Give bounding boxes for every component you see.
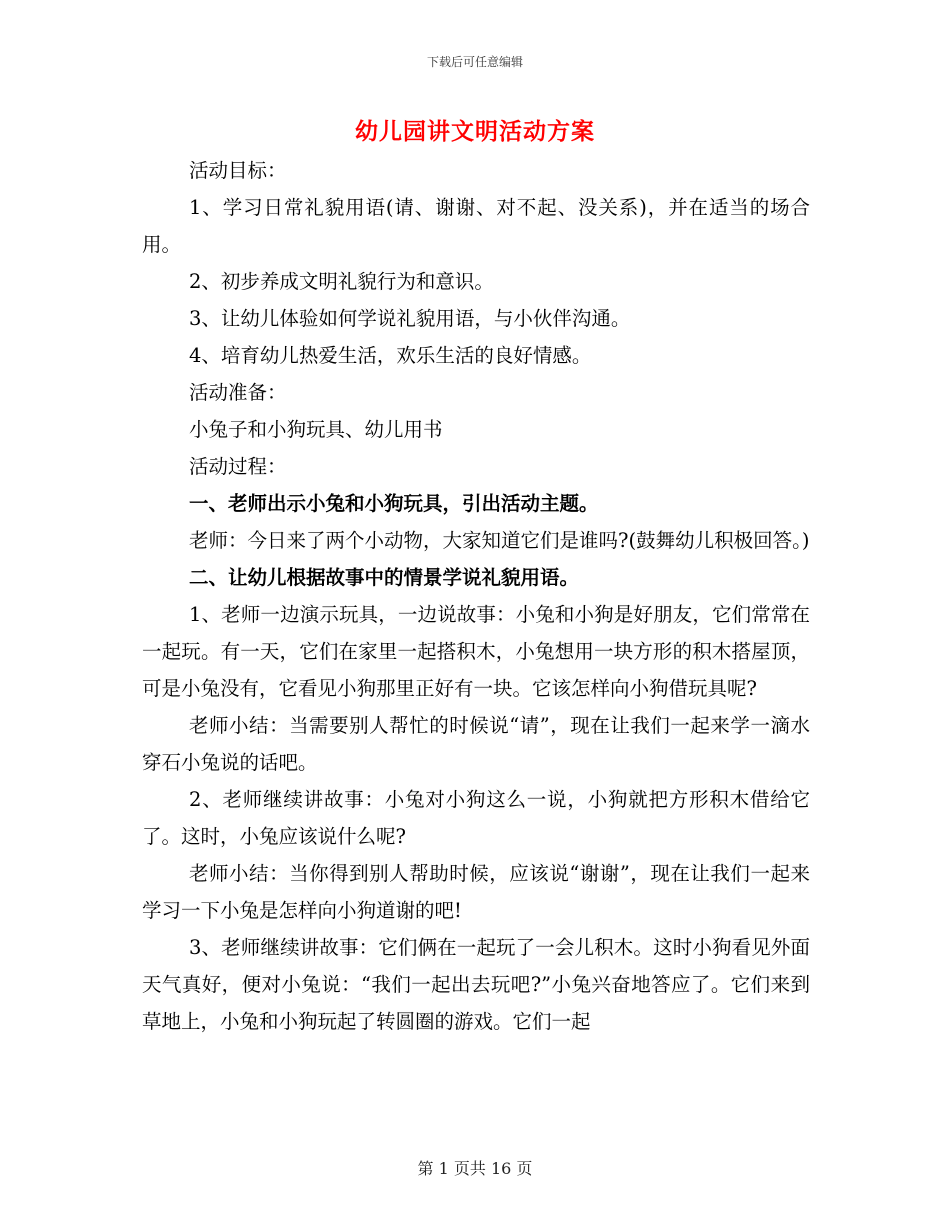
paragraph: 小兔子和小狗玩具、幼儿用书	[189, 418, 443, 441]
paragraph: 1、学习日常礼貌用语(请、谢谢、对不起、没关系)，并在适当的场合用。	[142, 196, 810, 256]
page-header: 下载后可任意编辑	[426, 55, 523, 69]
section-heading: 一、老师出示小兔和小狗玩具，引出活动主题。	[189, 492, 599, 515]
page-footer: 第 1 页共 16 页	[417, 1159, 533, 1178]
paragraph: 活动过程：	[189, 455, 287, 478]
paragraph: 4、培育幼儿热爱生活，欢乐生活的良好情感。	[189, 344, 592, 367]
paragraph: 老师小结：当你得到别人帮助时候，应该说“谢谢”，现在让我们一起来学习一下小兔是怎样向小狗道谢的吧!	[142, 862, 810, 922]
section-heading: 二、让幼儿根据故事中的情景学说礼貌用语。	[189, 566, 580, 589]
paragraph: 3、让幼儿体验如何学说礼貌用语，与小伙伴沟通。	[189, 307, 631, 330]
paragraph: 1、老师一边演示玩具，一边说故事：小兔和小狗是好朋友，它们常常在一起玩。有一天，它们在家里一起搭积木，小兔想用一块方形的积木搭屋顶，可是小兔没有，它看见小狗那里正好有一块。它该怎样向小狗借玩具呢?	[142, 603, 810, 700]
paragraph: 3、老师继续讲故事：它们俩在一起玩了一会儿积木。这时小狗看见外面天气真好，便对小兔说：“我们一起出去玩吧?”小兔兴奋地答应了。它们来到草地上，小兔和小狗玩起了转圆圈的游戏。它们一起	[142, 936, 810, 1033]
document-title: 幼儿园讲文明活动方案	[355, 118, 595, 145]
paragraph: 活动目标：	[189, 159, 287, 182]
paragraph: 2、老师继续讲故事：小兔对小狗这么一说，小狗就把方形积木借给它了。这时，小兔应该说什么呢?	[142, 788, 810, 848]
paragraph: 老师：今日来了两个小动物，大家知道它们是谁吗?(鼓舞幼儿积极回答。)	[189, 529, 810, 552]
paragraph: 老师小结：当需要别人帮忙的时候说“请”，现在让我们一起来学一滴水穿石小兔说的话吧。	[142, 714, 810, 774]
document-body	[142, 152, 810, 1040]
paragraph: 2、初步养成文明礼貌行为和意识。	[189, 270, 494, 293]
paragraph: 活动准备：	[189, 381, 287, 404]
